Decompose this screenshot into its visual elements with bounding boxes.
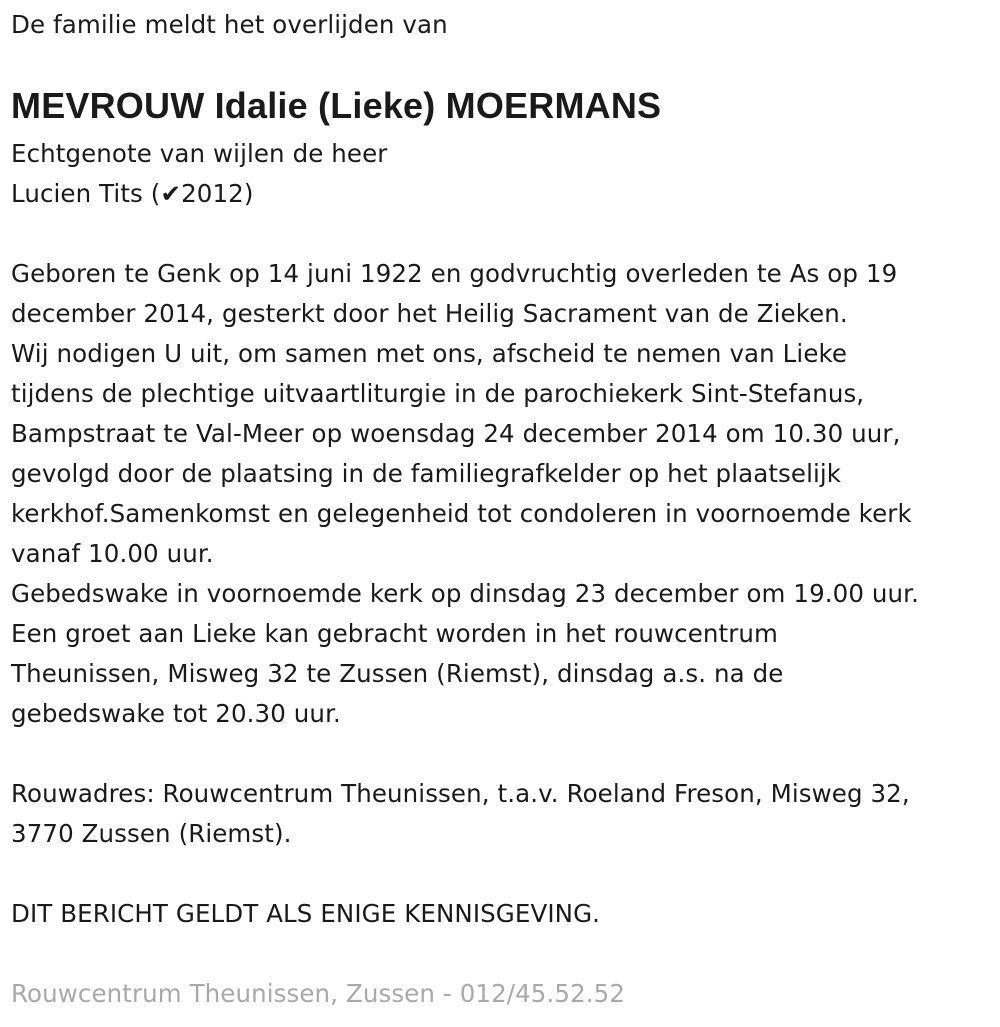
spacer <box>11 934 996 974</box>
body-line: december 2014, gesterkt door het Heilig Sacrament van de Zieken. <box>11 299 848 328</box>
address-line: 3770 Zussen (Riemst). <box>11 819 292 848</box>
death-notice <box>11 4 996 1014</box>
spouse-line: Lucien Tits (✔2012) <box>11 179 254 208</box>
spacer <box>11 214 996 254</box>
body-line: tijdens de plechtige uitvaartliturgie in de parochiekerk Sint-Stefanus, <box>11 379 865 408</box>
funeral-home-footer: Rouwcentrum Theunissen, Zussen - 012/45.52.52 <box>11 979 626 1008</box>
body-line: vanaf 10.00 uur. <box>11 539 214 568</box>
spouse-line: Echtgenote van wijlen de heer <box>11 139 388 168</box>
body-line: Geboren te Genk op 14 juni 1922 en godvruchtig overleden te As op 19 <box>11 259 898 288</box>
body-line: Gebedswake in voornoemde kerk op dinsdag 23 december om 19.00 uur. <box>11 579 919 608</box>
deceased-name: MEVROUW Idalie (Lieke) MOERMANS <box>11 85 662 126</box>
body-line: gevolgd door de plaatsing in de familiegrafkelder op het plaatselijk <box>11 459 842 488</box>
body-line: kerkhof.Samenkomst en gelegenheid tot condoleren in voornoemde kerk <box>11 499 912 528</box>
address-line: Rouwadres: Rouwcentrum Theunissen, t.a.v. Roeland Freson, Misweg 32, <box>11 779 910 808</box>
spacer <box>11 854 996 894</box>
notice-statement: DIT BERICHT GELDT ALS ENIGE KENNISGEVING. <box>11 899 601 928</box>
mourning-address <box>11 774 996 854</box>
body-line: Theunissen, Misweg 32 te Zussen (Riemst), dinsdag a.s. na de <box>11 659 784 688</box>
body-line: gebedswake tot 20.30 uur. <box>11 699 341 728</box>
body-line: Wij nodigen U uit, om samen met ons, afscheid te nemen van Lieke <box>11 339 848 368</box>
ceremony-details <box>11 254 996 734</box>
spacer <box>11 734 996 774</box>
body-line: Een groet aan Lieke kan gebracht worden in het rouwcentrum <box>11 619 778 648</box>
intro-text: De familie meldt het overlijden van <box>11 10 448 39</box>
body-line: Bampstraat te Val-Meer op woensdag 24 december 2014 om 10.30 uur, <box>11 419 901 448</box>
